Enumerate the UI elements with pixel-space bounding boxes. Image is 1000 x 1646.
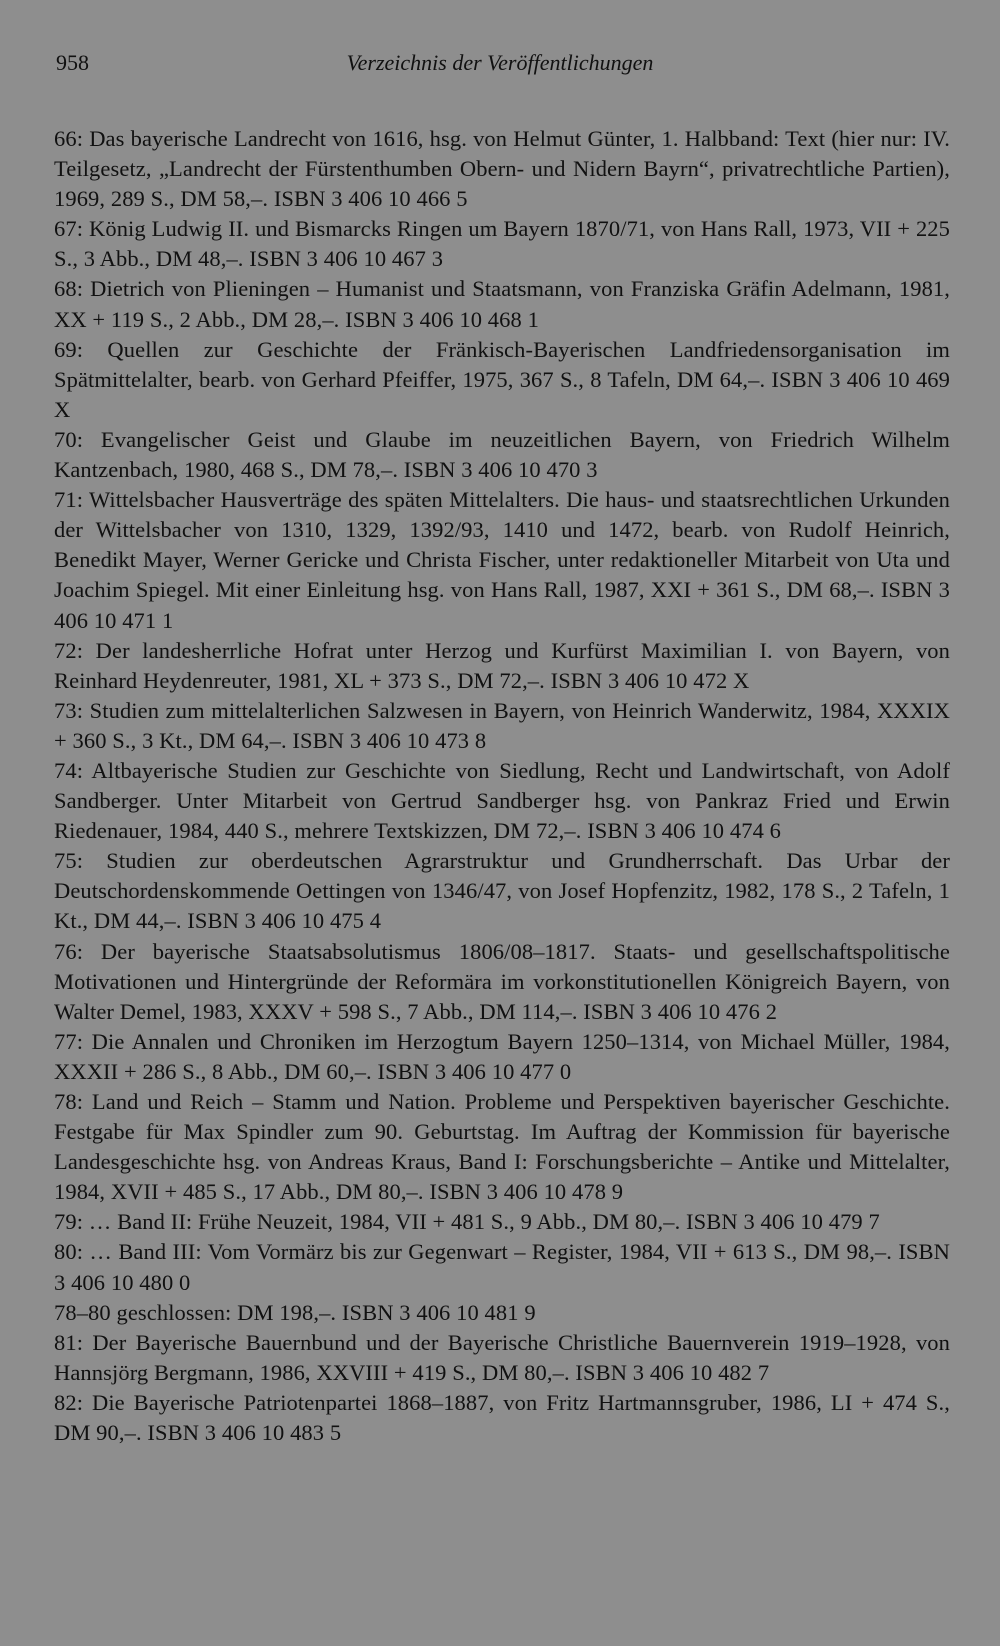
publication-entry: 68: Dietrich von Plieningen – Humanist und Staatsmann, von Franziska Gräfin Adelmann, 1981, XX + 119 S., 2 Abb., DM 28,–. ISBN 3 406 10 468 1 <box>54 276 950 332</box>
publication-entry: 71: Wittelsbacher Hausverträge des späten Mittelalters. Die haus- und staatsrechtlichen Urkunden der Wittelsbacher von 1310, 1329, 1392/93, 1410 und 1472, bearb. von Rudolf Heinrich, Benedikt Mayer, Werner Gericke und Christa Fischer, unter redaktioneller Mitarbeit von Uta und Joachim Spiegel. Mit einer Einleitung hsg. von Hans Rall, 1987, XXI + 361 S., DM 68,–. ISBN 3 406 10 471 1 <box>54 487 950 633</box>
page-header <box>56 50 944 84</box>
publication-entry: 78: Land und Reich – Stamm und Nation. Probleme und Perspektiven bayerischer Geschichte. Festgabe für Max Spindler zum 90. Geburtstag. Im Auftrag der Kommission für bayerische Landesgeschichte hsg. von Andreas Kraus, Band I: Forschungsberichte – Antike und Mittelalter, 1984, XVII + 485 S., 17 Abb., DM 80,–. ISBN 3 406 10 478 9 <box>54 1089 950 1205</box>
publication-entry: 73: Studien zum mittelalterlichen Salzwesen in Bayern, von Heinrich Wanderwitz, 1984, XXXIX + 360 S., 3 Kt., DM 64,–. ISBN 3 406 10 473 8 <box>54 697 950 753</box>
page-number: 958 <box>56 50 89 75</box>
publication-entry: 81: Der Bayerische Bauernbund und der Bayerische Christliche Bauernverein 1919–1928, von Hannsjörg Bergmann, 1986, XXVIII + 419 S., DM 80,–. ISBN 3 406 10 482 7 <box>54 1329 950 1385</box>
publication-entry: 78–80 geschlossen: DM 198,–. ISBN 3 406 10 481 9 <box>54 1299 536 1325</box>
publication-entry: 80: … Band III: Vom Vormärz bis zur Gegenwart – Register, 1984, VII + 613 S., DM 98,–. ISBN 3 406 10 480 0 <box>54 1239 950 1295</box>
publication-entry: 67: König Ludwig II. und Bismarcks Ringen um Bayern 1870/71, von Hans Rall, 1973, VII + 225 S., 3 Abb., DM 48,–. ISBN 3 406 10 467 3 <box>54 216 950 272</box>
running-title: Verzeichnis der Veröffentlichungen <box>346 50 654 75</box>
publication-entry: 77: Die Annalen und Chroniken im Herzogtum Bayern 1250–1314, von Michael Müller, 1984, XXXII + 286 S., 8 Abb., DM 60,–. ISBN 3 406 10 477 0 <box>54 1028 950 1084</box>
publication-entry: 82: Die Bayerische Patriotenpartei 1868–1887, von Fritz Hartmannsgruber, 1986, LI + 474 S., DM 90,–. ISBN 3 406 10 483 5 <box>54 1389 950 1446</box>
publication-entry: 69: Quellen zur Geschichte der Fränkisch-Bayerischen Landfriedensorganisation im Spätmittelalter, bearb. von Gerhard Pfeiffer, 1975, 367 S., 8 Tafeln, DM 64,–. ISBN 3 406 10 469 X <box>54 336 950 422</box>
publication-entry: 74: Altbayerische Studien zur Geschichte von Siedlung, Recht und Landwirtschaft, von Adolf Sandberger. Unter Mitarbeit von Gertrud Sandberger hsg. von Pankraz Fried und Erwin Riedenauer, 1984, 440 S., mehrere Textskizzen, DM 72,–. ISBN 3 406 10 474 6 <box>54 757 950 844</box>
publication-entry: 76: Der bayerische Staatsabsolutismus 1806/08–1817. Staats- und gesellschaftspolitische Motivationen und Hintergründe der Reformära im vorkonstitutionellen Königreich Bayern, von Walter Demel, 1983, XXXV + 598 S., 7 Abb., DM 114,–. ISBN 3 406 10 476 2 <box>54 938 950 1024</box>
publication-list <box>54 124 950 1448</box>
publication-entry: 66: Das bayerische Landrecht von 1616, hsg. von Helmut Günter, 1. Halbband: Text (hier nur: IV. Teilgesetz, „Landrecht der Fürstenthumben Obern- und Nidern Bayrn“, privatrechtliche Partien), 1969, 289 S., DM 58,–. ISBN 3 406 10 466 5 <box>54 126 950 212</box>
publication-entry: 79: … Band II: Frühe Neuzeit, 1984, VII + 481 S., 9 Abb., DM 80,–. ISBN 3 406 10 479 7 <box>54 1209 880 1235</box>
publication-entry: 75: Studien zur oberdeutschen Agrarstruktur und Grundherrschaft. Das Urbar der Deutschordenskommende Oettingen von 1346/47, von Josef Hopfenzitz, 1982, 178 S., 2 Tafeln, 1 Kt., DM 44,–. ISBN 3 406 10 475 4 <box>54 848 950 934</box>
publication-entry: 72: Der landesherrliche Hofrat unter Herzog und Kurfürst Maximilian I. von Bayern, von Reinhard Heydenreuter, 1981, XL + 373 S., DM 72,–. ISBN 3 406 10 472 X <box>54 637 950 693</box>
publication-entry: 70: Evangelischer Geist und Glaube im neuzeitlichen Bayern, von Friedrich Wilhelm Kantzenbach, 1980, 468 S., DM 78,–. ISBN 3 406 10 470 3 <box>54 426 950 483</box>
